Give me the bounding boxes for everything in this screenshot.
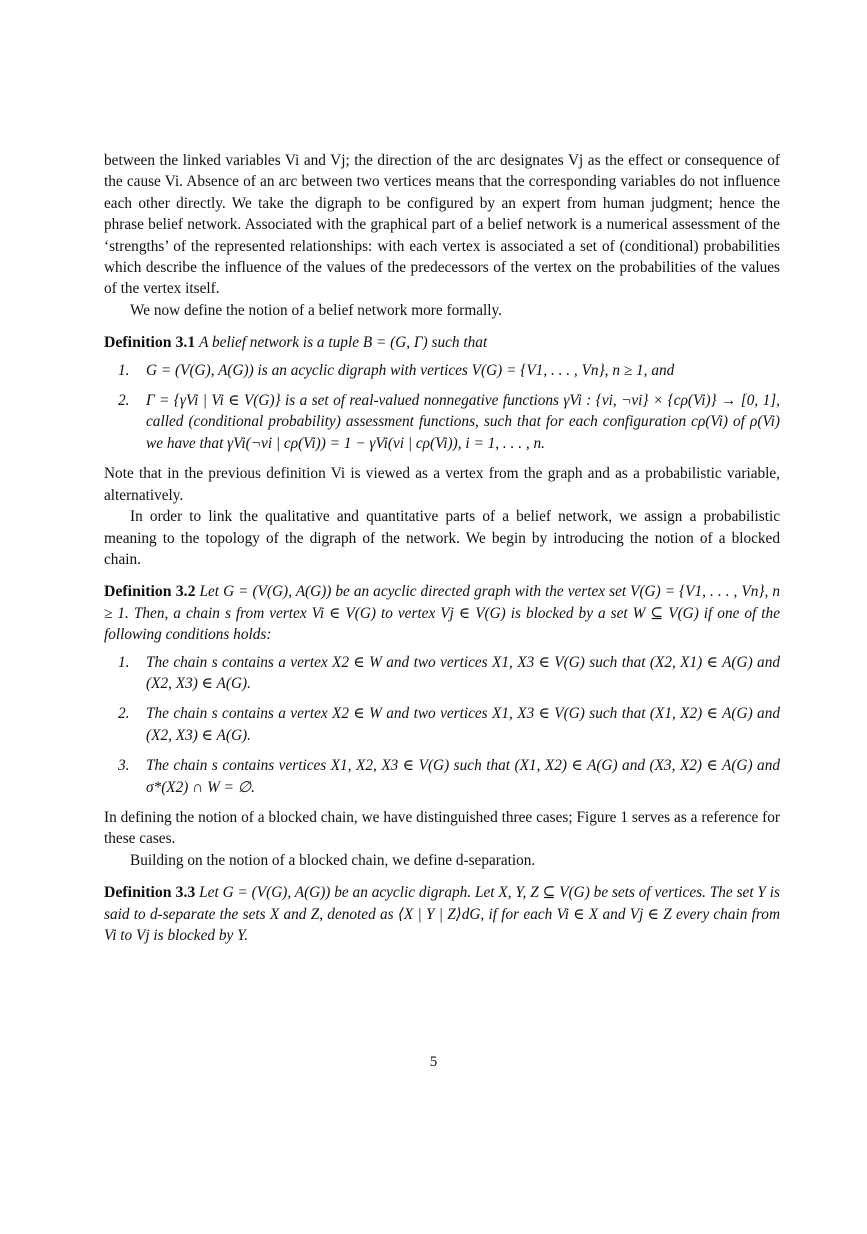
definition-3-3-statement: Let G = (V(G), A(G)) be an acyclic digraph. Let X, Y, Z ⊆ V(G) be sets of vertices. The set Y is said to d-separate the sets X and Z, denoted as ⟨X | Y | Z⟩dG, if for each Vi ∈ X and Vj ∈ Z every chain from Vi to Vj is blocked by Y.: [104, 884, 780, 944]
cases-paragraph: In defining the notion of a blocked chain, we have distinguished three cases; Figure 1 serves as a reference for these cases.: [104, 808, 780, 848]
list-item: 1. G = (V(G), A(G)) is an acyclic digraph with vertices V(G) = {V1, . . . , Vn}, n ≥ 1, and: [118, 361, 675, 379]
definition-3-3-label: Definition 3.3: [104, 884, 196, 902]
definition-3-1-label: Definition 3.1: [104, 334, 196, 352]
list-item: 2. The chain s contains a vertex X2 ∈ W and two vertices X1, X3 ∈ V(G) such that (X1, X2) ∈ A(G) and (X2, X3) ∈ A(G).: [118, 705, 780, 744]
definition-3-1-list: [104, 360, 780, 455]
definition-3-2-list: [104, 652, 780, 798]
list-item: 3. The chain s contains vertices X1, X2, X3 ∈ V(G) such that (X1, X2) ∈ A(G) and (X3, X2) ∈ A(G) and σ*(X2) ∩ W = ∅.: [118, 757, 780, 796]
body-text: [104, 150, 780, 946]
list-item: 2. Γ = {γVi | Vi ∈ V(G)} is a set of real-valued nonnegative functions γVi : {vi, ¬vi} × {cρ(Vi)} → [0, 1], called (conditional probability) assessment functions, such that for each configuration cρ(Vi) of ρ(Vi) we have that γVi(¬vi | cρ(Vi)) = 1 − γVi(vi | cρ(Vi)), i = 1, . . . , n.: [118, 392, 780, 452]
definition-3-2-statement: Let G = (V(G), A(G)) be an acyclic directed graph with the vertex set V(G) = {V1, . . . , Vn}, n ≥ 1. Then, a chain s from vertex Vi ∈ V(G) to vertex Vj ∈ V(G) is blocked by a set W ⊆ V(G) if one of the following conditions holds:: [104, 583, 780, 644]
definition-3-2-label: Definition 3.2: [104, 583, 196, 601]
link-paragraph: In order to link the qualitative and quantitative parts of a belief network, we assign a probabilistic meaning to the topology of the digraph of the network. We begin by introducing the notion of a blocked chain.: [104, 508, 780, 568]
definition-3-3: [104, 882, 780, 946]
definition-3-1: [104, 332, 780, 353]
definition-3-1-statement: A belief network is a tuple B = (G, Γ) such that: [199, 334, 488, 352]
formal-intro-paragraph: We now define the notion of a belief network more formally.: [130, 301, 503, 319]
intro-paragraph: between the linked variables Vi and Vj; the direction of the arc designates Vj as the effect or consequence of the cause Vi. Absence of an arc between two vertices means that the corresponding variables do not influence each other directly. We take the digraph to be configured by an expert from human judgment; hence the phrase belief network. Associated with the graphical part of a belief network is a numerical assessment of the ‘strengths’ of the represented relationships: with each vertex is associated a set of (conditional) probabilities which describe the influence of the values of the predecessors of the vertex on the probabilities of the values of the vertex itself.: [104, 152, 780, 298]
list-item: 1. The chain s contains a vertex X2 ∈ W and two vertices X1, X3 ∈ V(G) such that (X2, X1) ∈ A(G) and (X2, X3) ∈ A(G).: [118, 653, 780, 692]
page-number: 5: [429, 1054, 438, 1070]
definition-3-2: [104, 581, 780, 645]
note-paragraph: Note that in the previous definition Vi is viewed as a vertex from the graph and as a probabilistic variable, alternatively.: [104, 465, 780, 504]
building-paragraph: Building on the notion of a blocked chain, we define d-separation.: [130, 851, 536, 869]
